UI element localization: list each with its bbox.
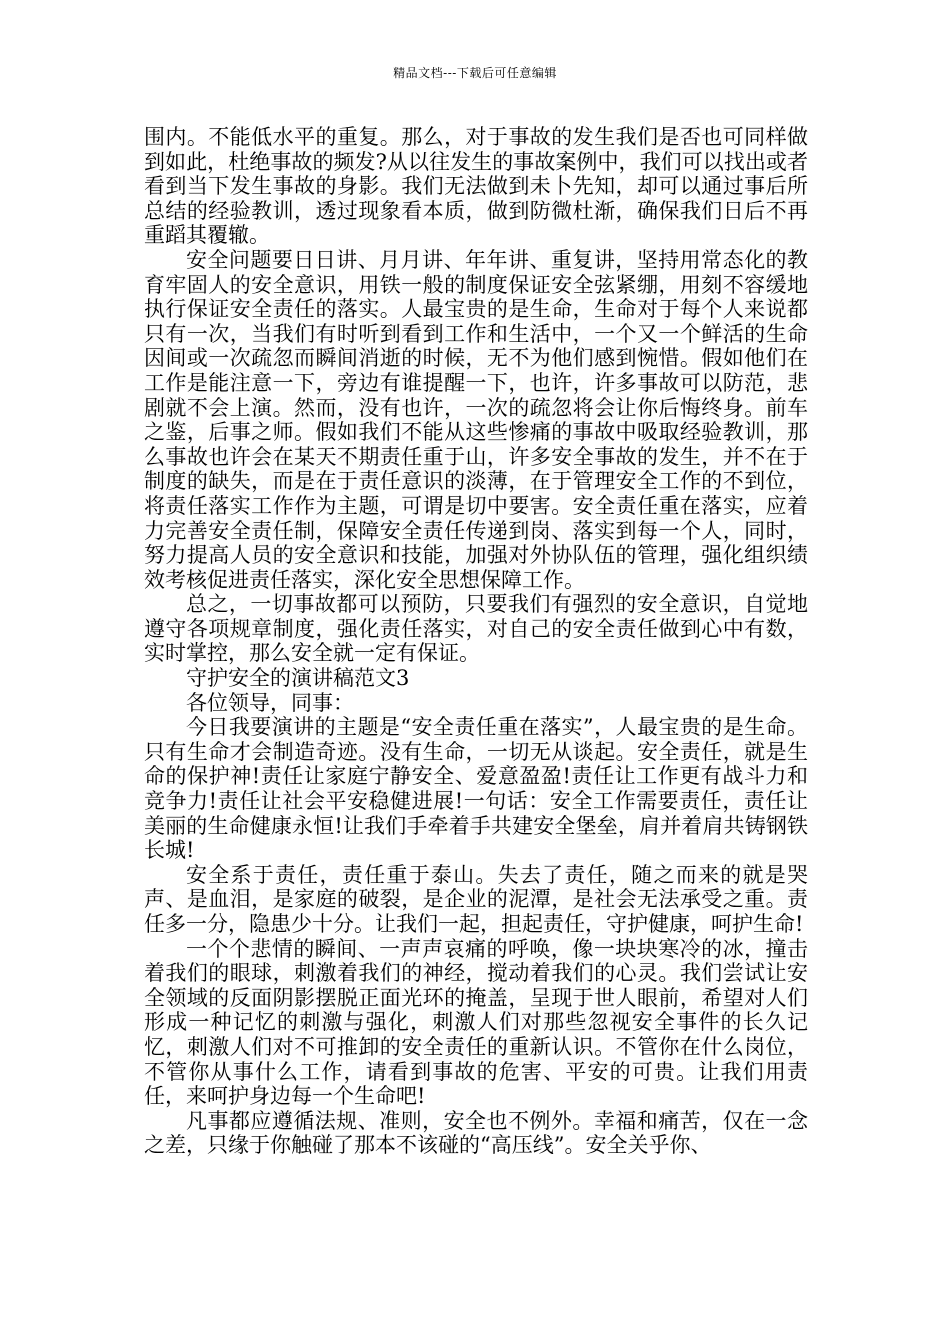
page-header: 精品文档---下载后可任意编辑 [393, 66, 557, 80]
paragraph-3: 总之，一切事故都可以预防，只要我们有强烈的安全意识，自觉地遵守各项规章制度，强化责任落实，对自己的安全责任做到心中有数，实时掌控，那么安全就一定有保证。 [144, 592, 808, 666]
section-title: 守护安全的演讲稿范文3 [186, 666, 410, 691]
document-body [144, 125, 808, 1158]
paragraph-9: 凡事都应遵循法规、准则，安全也不例外。幸福和痛苦，仅在一念之差，只缘于你触碰了那本不该碰的“高压线”。安全关乎你、 [144, 1108, 808, 1158]
paragraph-8: 一个个悲情的瞬间、一声声哀痛的呼唤，像一块块寒冷的冰，撞击着我们的眼球，刺激着我们的神经，搅动着我们的心灵。我们尝试让安全领域的反面阴影摆脱正面光环的掩盖，呈现于世人眼前，希望对人们形成一种记忆的刺激与强化，刺激人们对那些忽视安全事件的长久记忆，刺激人们对不可推卸的安全责任的重新认识。不管你在什么岗位，不管你从事什么工作，请看到事故的危害、平安的可贵。让我们用责任，来呵护身边每一个生命吧! [144, 936, 808, 1109]
paragraph-1: 围内。不能低水平的重复。那么，对于事故的发生我们是否也可同样做到如此，杜绝事故的频发?从以往发生的事故案例中，我们可以找出或者看到当下发生事故的身影。我们无法做到未卜先知，却可以通过事后所总结的经验教训，透过现象看本质，做到防微杜渐，确保我们日后不再重蹈其覆辙。 [144, 125, 808, 248]
paragraph-2: 安全问题要日日讲、月月讲、年年讲、重复讲，坚持用常态化的教育牢固人的安全意识，用铁一般的制度保证安全弦紧绷，用刻不容缓地执行保证安全责任的落实。人最宝贵的是生命，生命对于每个人来说都只有一次，当我们有时听到看到工作和生活中，一个又一个鲜活的生命因间或一次疏忽而瞬间消逝的时候，无不为他们感到惋惜。假如他们在工作是能注意一下，旁边有谁提醒一下，也许，许多事故可以防范，悲剧就不会上演。然而，没有也许，一次的疏忽将会让你后悔终身。前车之鉴，后事之师。假如我们不能从这些惨痛的事故中吸取经验教训，那么事故也许会在某天不期责任重于山，许多安全事故的发生，并不在于制度的缺失，而是在于责任意识的淡薄，在于管理安全工作的不到位，将责任落实工作作为主题，可谓是切中要害。安全责任重在落实，应着力完善安全责任制，保障安全责任传递到岗、落实到每一个人，同时，努力提高人员的安全意识和技能，加强对外协队伍的管理，强化组织绩效考核促进责任落实，深化安全思想保障工作。 [144, 247, 808, 592]
paragraph-7: 安全系于责任，责任重于泰山。失去了责任，随之而来的就是哭声、是血泪，是家庭的破裂，是企业的泥潭，是社会无法承受之重。责任多一分，隐患少十分。让我们一起，担起责任，守护健康，呵护生命! [144, 862, 808, 936]
salutation: 各位领导，同事： [186, 690, 354, 715]
paragraph-6: 今日我要演讲的主题是“安全责任重在落实”，人最宝贵的是生命。只有生命才会制造奇迹。没有生命，一切无从谈起。安全责任，就是生命的保护神!责任让家庭宁静安全、爱意盈盈!责任让工作更有战斗力和竞争力!责任让社会平安稳健进展!一句话：安全工作需要责任，责任让美丽的生命健康永恒!让我们手牵着手共建安全堡垒，肩并着肩共铸钢铁长城! [144, 715, 808, 863]
